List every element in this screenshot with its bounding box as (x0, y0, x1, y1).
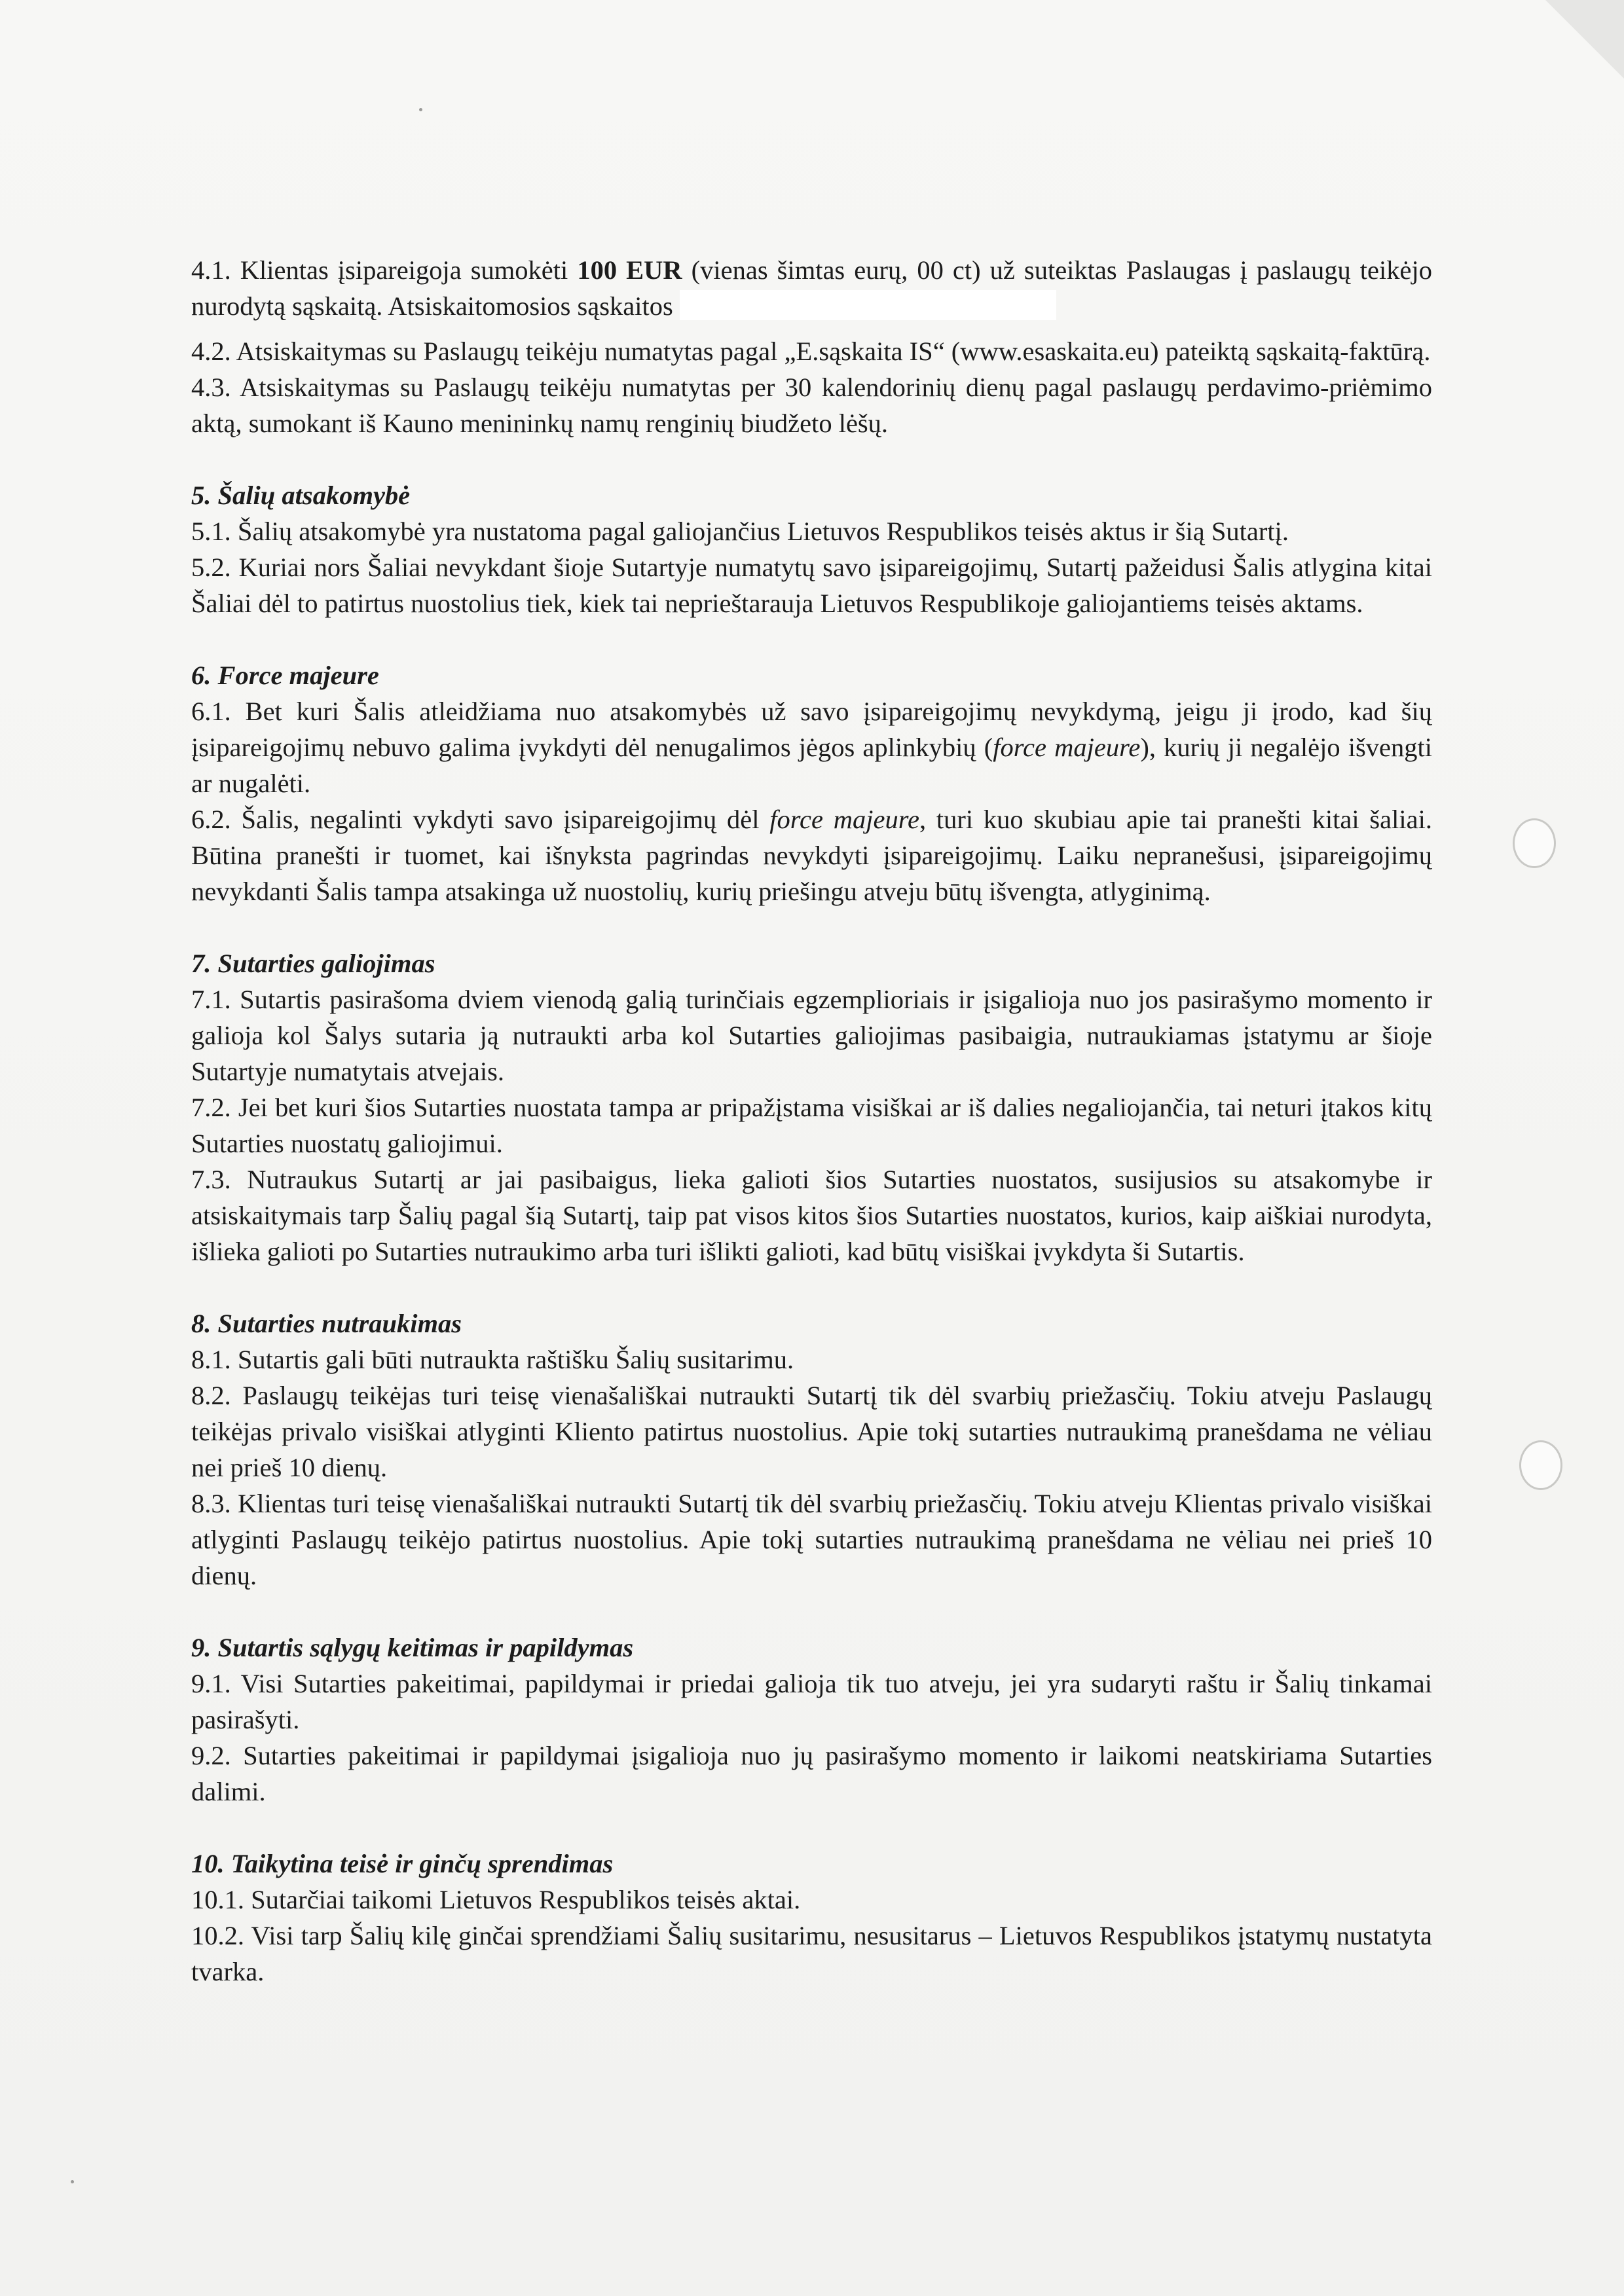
section-8-title: 8. Sutarties nutraukimas (191, 1309, 462, 1338)
punch-hole (1513, 818, 1556, 868)
redacted-account (680, 290, 1056, 320)
clause-4-2: 4.2. Atsiskaitymas su Paslaugų teikėju numatytas pagal „E.sąskaita IS“ (www.esaskaita.eu) pateiktą sąskaitą-faktūrą. (191, 337, 1431, 366)
section-9-title: 9. Sutartis sąlygų keitimas ir papildymas (191, 1633, 634, 1662)
clause-4-1: 4.1. Klientas įsipareigoja sumokėti 100 EUR (vienas šimtas eurų, 00 ct) už suteiktas Paslaugas į paslaugų teikėjo nurodytą sąskaitą. Atsiskaitomosios sąskaitos (191, 255, 1432, 321)
clause-6-2: 6.2. Šalis, negalinti vykdyti savo įsipareigojimų dėl force majeure, turi kuo skubiau apie tai pranešti kitai šaliai. Būtina pranešti ir tuomet, kai išnyksta pagrindas nevykdyti įsipareigojimų. Laiku nepranešusi, įsipareigojimų nevykdanti Šalis tampa atsakinga už nuostolių, kurių priešingu atveju būtų išvengta, atlyginimą. (191, 805, 1432, 906)
clause-10-1: 10.1. Sutarčiai taikomi Lietuvos Respublikos teisės aktai. (191, 1885, 801, 1914)
clause-8-3: 8.3. Klientas turi teisę vienašališkai nutraukti Sutartį tik dėl svarbių priežasčių. Tokiu atveju Klientas privalo visiškai atlyginti Paslaugų teikėjo patirtus nuostolius. Apie tokį sutarties nutraukimą pranešdama ne vėliau nei prieš 10 dienų. (191, 1489, 1432, 1590)
contract-body (191, 252, 1432, 1990)
section-6-title: 6. Force majeure (191, 661, 379, 690)
clause-5-2: 5.2. Kuriai nors Šaliai nevykdant šioje Sutartyje numatytų savo įsipareigojimų, Sutartį pažeidusi Šalis atlygina kitai Šaliai dėl to patirtus nuostolius tiek, kiek tai neprieštarauja Lietuvos Respublikoje galiojantiems teisės aktams. (191, 553, 1432, 618)
clause-10-2: 10.2. Visi tarp Šalių kilę ginčai sprendžiami Šalių susitarimu, nesusitarus – Lietuvos Respublikos įstatymų nustatyta tvarka. (191, 1921, 1432, 1986)
section-5-title: 5. Šalių atsakomybė (191, 481, 411, 510)
clause-8-2: 8.2. Paslaugų teikėjas turi teisę vienašališkai nutraukti Sutartį tik dėl svarbių priežasčių. Tokiu atveju Paslaugų teikėjas privalo visiškai atlyginti Kliento patirtus nuostolius. Apie tokį sutarties nutraukimą pranešdama ne vėliau nei prieš 10 dienų. (191, 1381, 1432, 1482)
section-10-title: 10. Taikytina teisė ir ginčų sprendimas (191, 1849, 614, 1878)
clause-7-1: 7.1. Sutartis pasirašoma dviem vienodą galią turinčiais egzemplioriais ir įsigalioja nuo jos pasirašymo momento ir galioja kol Šalys sutaria ją nutraukti arba kol Sutarties galiojimas pasibaigia, nutraukiamas įstatymu ar šioje Sutartyje numatytais atvejais. (191, 985, 1432, 1086)
clause-9-1: 9.1. Visi Sutarties pakeitimai, papildymai ir priedai galioja tik tuo atveju, jei yra sudaryti raštu ir Šalių tinkamai pasirašyti. (191, 1669, 1432, 1734)
scan-speck (419, 108, 422, 111)
clause-7-2: 7.2. Jei bet kuri šios Sutarties nuostata tampa ar pripažįstama visiškai ar iš dalies negaliojančia, tai neturi įtakos kitų Sutarties nuostatų galiojimui. (191, 1093, 1432, 1158)
clause-9-2: 9.2. Sutarties pakeitimai ir papildymai įsigalioja nuo jų pasirašymo momento ir laikomi neatskiriama Sutarties dalimi. (191, 1741, 1432, 1806)
amount: 100 EUR (577, 255, 682, 285)
clause-7-3: 7.3. Nutraukus Sutartį ar jai pasibaigus, lieka galioti šios Sutarties nuostatos, susijusios su atsakomybe ir atsiskaitymais tarp Šalių pagal šią Sutartį, taip pat visos kitos šios Sutarties nuostatos, kurios, kaip aiškiai nurodyta, išlieka galioti po Sutarties nutraukimo arba turi išlikti galioti, kad būtų visiškai įvykdyta ši Sutartis. (191, 1165, 1432, 1266)
folded-corner (1545, 0, 1624, 79)
clause-5-1: 5.1. Šalių atsakomybė yra nustatoma pagal galiojančius Lietuvos Respublikos teisės aktus ir šią Sutartį. (191, 517, 1289, 546)
clause-6-1: 6.1. Bet kuri Šalis atleidžiama nuo atsakomybės už savo įsipareigojimų nevykdymą, jeigu ji įrodo, kad šių įsipareigojimų nebuvo galima įvykdyti dėl nenugalimos jėgos aplinkybių (force majeure), kurių ji negalėjo išvengti ar nugalėti. (191, 697, 1433, 798)
punch-hole (1519, 1440, 1562, 1490)
scan-speck (71, 2180, 74, 2183)
section-7-title: 7. Sutarties galiojimas (191, 949, 435, 978)
clause-8-1: 8.1. Sutartis gali būti nutraukta raštišku Šalių susitarimu. (191, 1345, 794, 1374)
clause-4-3: 4.3. Atsiskaitymas su Paslaugų teikėju numatytas per 30 kalendorinių dienų pagal paslaugų perdavimo-priėmimo aktą, sumokant iš Kauno menininkų namų renginių biudžeto lėšų. (191, 373, 1432, 438)
